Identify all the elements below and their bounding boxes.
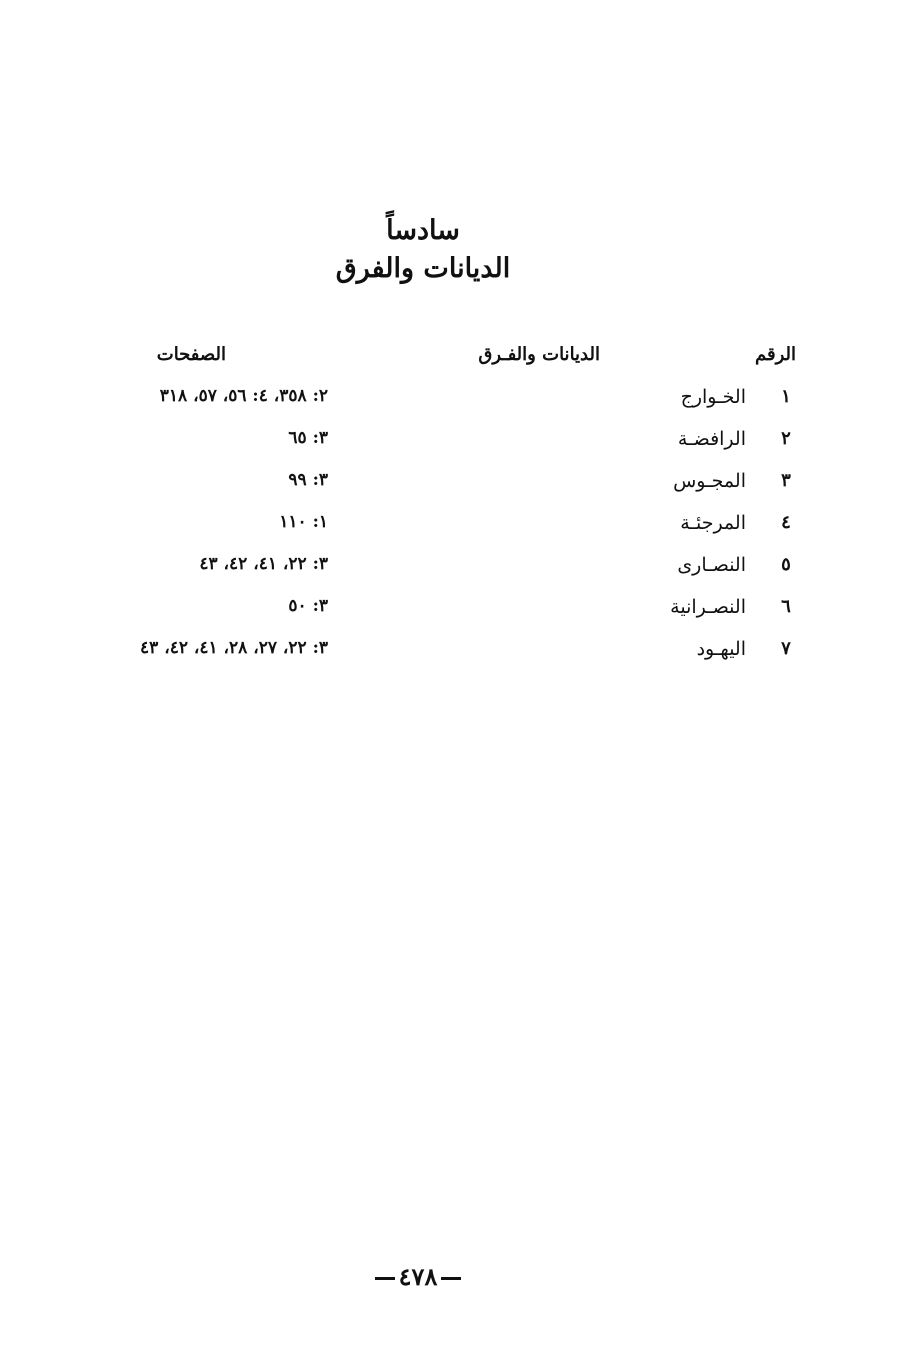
index-table (0, 386, 914, 680)
page-refs: ٣: ٢٢، ٢٧، ٢٨، ٤١، ٤٢، ٤٣ (140, 638, 328, 658)
footer-dash (441, 1277, 461, 1280)
page-footer (0, 1262, 836, 1291)
sect-name: النصـارى (677, 554, 746, 576)
section-number-title: سادساً (386, 215, 460, 246)
column-header-number: الرقم (754, 344, 796, 365)
column-header-pages: الصفحات (156, 344, 226, 365)
page-refs: ٣: ٢٢، ٤١، ٤٢، ٤٣ (199, 554, 328, 574)
table-row (0, 554, 914, 596)
row-number: ٢ (781, 428, 791, 449)
table-row (0, 386, 914, 428)
row-number: ٧ (781, 638, 791, 659)
sect-name: المجـوس (673, 470, 746, 492)
row-number: ٤ (781, 512, 791, 533)
page-refs: ٢: ٣٥٨، ٤: ٥٦، ٥٧، ٣١٨ (159, 386, 328, 406)
row-number: ٦ (781, 596, 791, 617)
row-number: ٥ (781, 554, 791, 575)
table-row (0, 512, 914, 554)
table-row (0, 596, 914, 638)
footer-dash (375, 1277, 395, 1280)
section-title: الديانات والفرق (335, 253, 511, 284)
table-row (0, 638, 914, 680)
sect-name: النصـرانية (670, 596, 746, 618)
section-heading (0, 212, 846, 288)
page-refs: ٣: ٦٥ (288, 428, 328, 448)
sect-name: الخـوارج (680, 386, 746, 408)
sect-name: اليهـود (696, 638, 746, 660)
table-row (0, 470, 914, 512)
page-refs: ١: ١١٠ (279, 512, 328, 532)
row-number: ٣ (781, 470, 791, 491)
table-row (0, 428, 914, 470)
page-number: ٤٧٨ (398, 1262, 438, 1291)
column-header-sects: الديانات والفـرق (478, 344, 600, 365)
sect-name: المرجئـة (680, 512, 746, 534)
sect-name: الرافضـة (677, 428, 746, 450)
row-number: ١ (781, 386, 791, 407)
page-refs: ٣: ٩٩ (288, 470, 328, 490)
page-refs: ٣: ٥٠ (288, 596, 328, 616)
